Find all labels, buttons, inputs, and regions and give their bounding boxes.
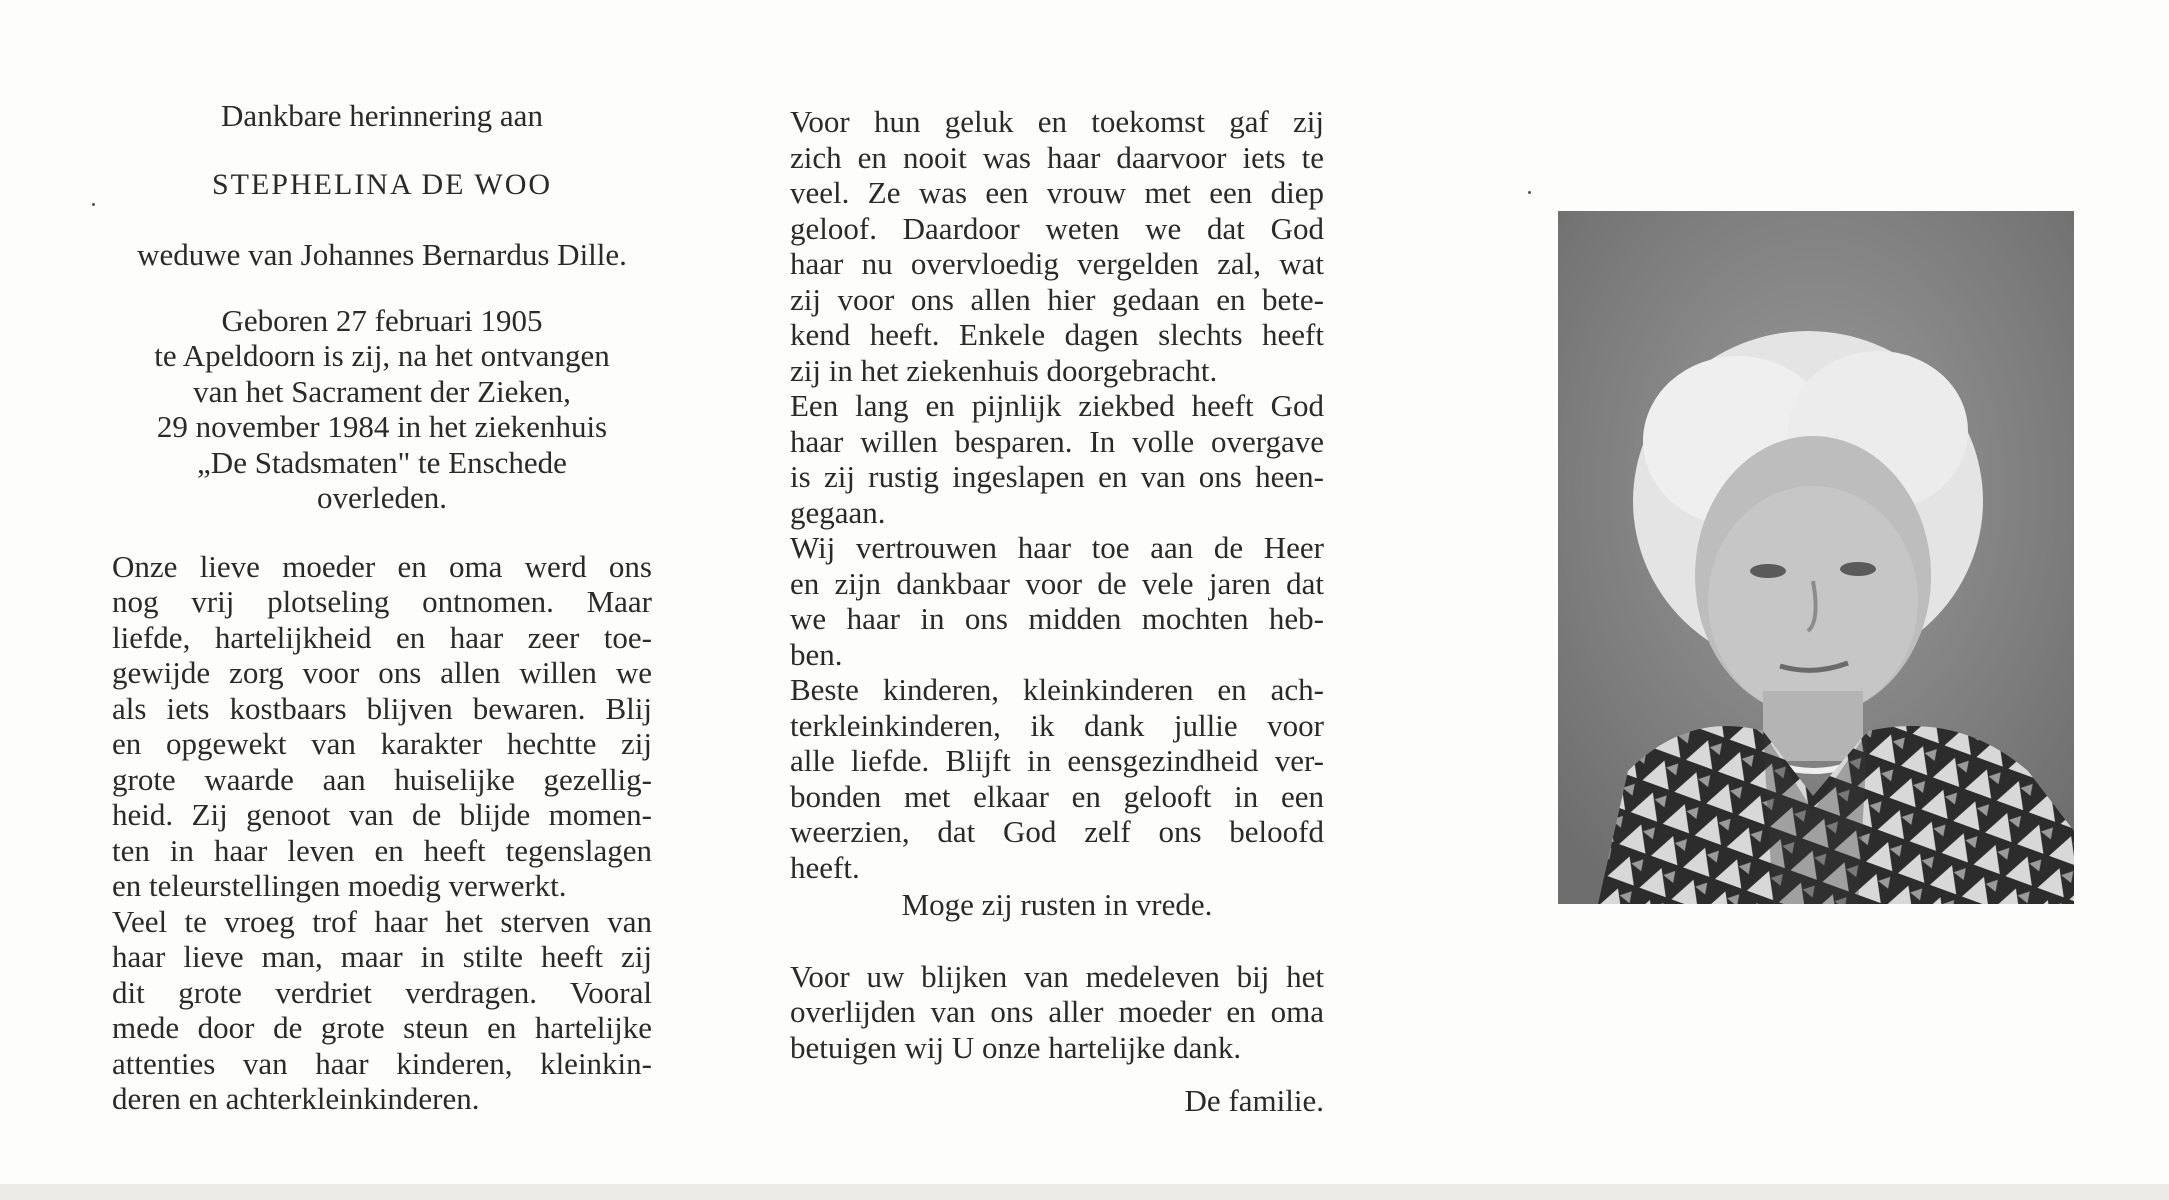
- text-line: bonden met elkaar en gelooft in een: [790, 778, 1324, 814]
- birth-line: te Apeldoorn is zij, na het ontvangen: [154, 338, 610, 373]
- middle-column: [790, 104, 1324, 1119]
- birth-line: van het Sacrament der Zieken,: [193, 373, 571, 409]
- text-line: betuigen wij U onze hartelijke dank.: [790, 1029, 1242, 1065]
- tribute-text-middle: [790, 104, 1324, 885]
- text-line: is zij rustig ingeslapen en van ons heen-: [790, 459, 1324, 494]
- text-line: we haar in ons midden mochten heb-: [790, 601, 1324, 636]
- text-line: heeft.: [790, 849, 860, 885]
- text-line: attenties van haar kinderen, kleinkin-: [112, 1045, 652, 1081]
- left-column: [112, 98, 652, 1117]
- thanks-block: [790, 959, 1324, 1066]
- tribute-text-left: [112, 549, 652, 1117]
- text-line: haar willen besparen. In volle overgave: [790, 423, 1324, 459]
- family-signature: De familie.: [1184, 1083, 1324, 1118]
- card-bottom-edge: [0, 1184, 2169, 1200]
- text-line: Wij vertrouwen haar toe aan de Heer: [790, 530, 1324, 565]
- portrait-photo: [1558, 211, 2074, 904]
- text-line: Voor hun geluk en toekomst gaf zij: [790, 104, 1324, 139]
- text-line: en zijn dankbaar voor de vele jaren dat: [790, 565, 1324, 601]
- birth-line: overleden.: [317, 480, 447, 515]
- text-line: zij in het ziekenhuis doorgebracht.: [790, 352, 1218, 388]
- text-line: en opgewekt van karakter hechtte zij: [112, 726, 652, 761]
- text-line: heid. Zij genoot van de blijde momen-: [112, 797, 652, 832]
- card-heading: Dankbare herinnering aan: [221, 98, 543, 133]
- text-line: zij voor ons allen hier gedaan en bete-: [790, 281, 1324, 317]
- text-line: ben.: [790, 636, 843, 672]
- text-line: als iets kostbaars blijven bewaren. Blij: [112, 690, 652, 726]
- text-line: deren en achterkleinkinderen.: [112, 1081, 480, 1116]
- text-line: Beste kinderen, kleinkinderen en ach-: [790, 672, 1324, 707]
- text-line: Veel te vroeg trof haar het sterven van: [112, 903, 652, 939]
- text-line: geloof. Daardoor weten we dat God: [790, 210, 1324, 246]
- text-line: overlijden van ons aller moeder en oma: [790, 994, 1324, 1029]
- text-line: gewijde zorg voor ons allen willen we: [112, 655, 652, 690]
- text-line: Onze lieve moeder en oma werd ons: [112, 548, 652, 584]
- text-line: terkleinkinderen, ik dank jullie voor: [790, 707, 1324, 743]
- paper-speck: [92, 203, 95, 206]
- text-line: veel. Ze was een vrouw met een diep: [790, 175, 1324, 210]
- text-line: nog vrij plotseling ontnomen. Maar: [112, 584, 652, 619]
- text-line: grote waarde aan huiselijke gezellig-: [112, 761, 652, 797]
- text-line: en teleurstellingen moedig verwerkt.: [112, 868, 567, 903]
- text-line: mede door de grote steun en hartelijke: [112, 1010, 652, 1045]
- text-line: Voor uw blijken van medeleven bij het: [790, 958, 1324, 994]
- birth-line: Geboren 27 februari 1905: [221, 302, 543, 338]
- text-line: liefde, hartelijkheid en haar zeer toe-: [112, 619, 652, 655]
- text-line: ten in haar leven en heeft tegenslagen: [112, 832, 652, 868]
- text-line: gegaan.: [790, 494, 886, 530]
- text-line: weerzien, dat God zelf ons beloofd: [790, 814, 1324, 849]
- text-line: kend heeft. Enkele dagen slechts heeft: [790, 317, 1324, 352]
- portrait-photo-icon: [1558, 211, 2074, 904]
- text-line: Een lang en pijnlijk ziekbed heeft God: [790, 388, 1324, 423]
- text-line: haar nu overvloedig vergelden zal, wat: [790, 246, 1324, 281]
- text-line: haar lieve man, maar in stilte heeft zij: [112, 939, 652, 974]
- rest-in-peace-line: Moge zij rusten in vrede.: [901, 887, 1213, 922]
- birth-line: 29 november 1984 in het ziekenhuis: [156, 409, 608, 444]
- birth-death-block: [112, 303, 652, 516]
- birth-line: „De Stadsmaten" te Enschede: [197, 444, 567, 480]
- paper-speck: [1528, 191, 1531, 194]
- text-line: alle liefde. Blijft in eensgezindheid ver-: [790, 743, 1324, 778]
- text-line: zich en nooit was haar daarvoor iets te: [790, 139, 1324, 175]
- deceased-name: STEPHELINA DE WOO: [211, 167, 553, 201]
- text-line: dit grote verdriet verdragen. Vooral: [112, 974, 652, 1010]
- spouse-line: weduwe van Johannes Bernardus Dille.: [137, 237, 627, 272]
